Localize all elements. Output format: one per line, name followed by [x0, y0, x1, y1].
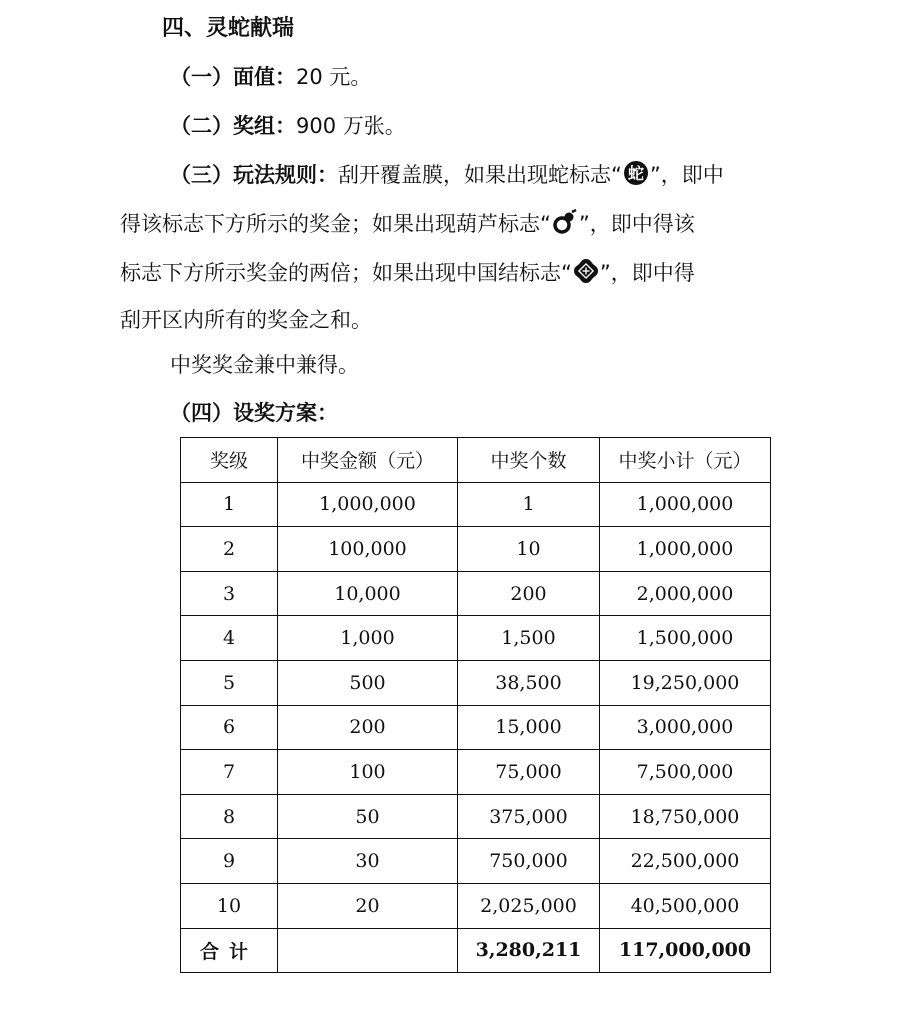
cell-level: 9 — [181, 839, 278, 884]
snake-symbol-icon — [623, 160, 649, 186]
cell-amount: 50 — [278, 794, 458, 839]
table-row — [181, 571, 771, 616]
total-count: 3,280,211 — [458, 928, 600, 973]
cell-level: 6 — [181, 705, 278, 750]
cell-subtotal: 22,500,000 — [600, 839, 771, 884]
cell-count: 375,000 — [458, 794, 600, 839]
cell-level: 3 — [181, 571, 278, 616]
cell-amount: 100,000 — [278, 527, 458, 572]
cumulative-note: 中奖奖金兼中兼得。 — [170, 353, 359, 377]
cell-subtotal: 19,250,000 — [600, 660, 771, 705]
header-prize-subtotal: 中奖小计（元） — [600, 438, 771, 483]
rules-text-2: 得该标志下方所示的奖金；如果出现葫芦标志“ — [120, 212, 551, 236]
rules-label: （三）玩法规则： — [170, 163, 338, 187]
header-prize-level: 奖级 — [181, 438, 278, 483]
table-row — [181, 839, 771, 884]
cell-amount: 200 — [278, 705, 458, 750]
face-value-value: 20 元。 — [296, 65, 372, 89]
table-row — [181, 660, 771, 705]
face-value-label: （一）面值： — [170, 65, 296, 89]
cell-amount: 20 — [278, 883, 458, 928]
table-row — [181, 794, 771, 839]
cell-subtotal: 1,500,000 — [600, 616, 771, 661]
table-row — [181, 750, 771, 795]
cell-count: 75,000 — [458, 750, 600, 795]
cell-level: 1 — [181, 482, 278, 527]
cell-level: 7 — [181, 750, 278, 795]
cell-count: 2,025,000 — [458, 883, 600, 928]
cell-amount: 100 — [278, 750, 458, 795]
rules-line-4: 刮开区内所有的奖金之和。 — [120, 308, 372, 332]
cell-subtotal: 18,750,000 — [600, 794, 771, 839]
cell-level: 4 — [181, 616, 278, 661]
cell-count: 15,000 — [458, 705, 600, 750]
cell-count: 10 — [458, 527, 600, 572]
cell-amount: 1,000,000 — [278, 482, 458, 527]
rules-line-2 — [120, 209, 695, 239]
cell-count: 38,500 — [458, 660, 600, 705]
cell-amount: 30 — [278, 839, 458, 884]
ticket-group-value: 900 万张。 — [296, 114, 406, 138]
rules-text-3-end: ”，即中得 — [599, 261, 695, 285]
cell-level: 10 — [181, 883, 278, 928]
cell-amount: 1,000 — [278, 616, 458, 661]
prize-table-header-row — [181, 438, 771, 483]
cell-count: 1 — [458, 482, 600, 527]
rules-text-3: 标志下方所示奖金的两倍；如果出现中国结标志“ — [120, 261, 572, 285]
chinese-knot-symbol-icon — [573, 258, 599, 284]
rules-text-2-end: ”，即中得该 — [578, 212, 695, 236]
rules-text-1: 刮开覆盖膜，如果出现蛇标志“ — [338, 163, 622, 187]
gourd-symbol-icon — [552, 209, 578, 235]
total-row — [181, 928, 771, 973]
prize-table — [180, 437, 771, 973]
cell-subtotal: 2,000,000 — [600, 571, 771, 616]
snake-symbol-char: 蛇 — [627, 164, 644, 183]
cell-count: 750,000 — [458, 839, 600, 884]
total-subtotal: 117,000,000 — [600, 928, 771, 973]
ticket-group-line — [170, 111, 406, 141]
table-row — [181, 482, 771, 527]
table-row — [181, 616, 771, 661]
total-label: 合计 — [181, 928, 278, 973]
total-amount — [278, 928, 458, 973]
cell-subtotal: 7,500,000 — [600, 750, 771, 795]
cell-level: 2 — [181, 527, 278, 572]
face-value-line — [170, 62, 371, 92]
cell-amount: 10,000 — [278, 571, 458, 616]
section-title: 四、灵蛇献瑞 — [162, 16, 295, 41]
header-prize-count: 中奖个数 — [458, 438, 600, 483]
table-row — [181, 527, 771, 572]
table-row — [181, 883, 771, 928]
cell-count: 1,500 — [458, 616, 600, 661]
cell-subtotal: 1,000,000 — [600, 482, 771, 527]
rules-line-1 — [170, 160, 724, 190]
cell-level: 8 — [181, 794, 278, 839]
cell-level: 5 — [181, 660, 278, 705]
rules-line-3 — [120, 258, 695, 288]
cell-subtotal: 40,500,000 — [600, 883, 771, 928]
cell-subtotal: 3,000,000 — [600, 705, 771, 750]
table-row — [181, 705, 771, 750]
cell-amount: 500 — [278, 660, 458, 705]
ticket-group-label: （二）奖组： — [170, 114, 296, 138]
header-prize-amount: 中奖金额（元） — [278, 438, 458, 483]
prize-plan-label: （四）设奖方案： — [170, 401, 338, 425]
cell-count: 200 — [458, 571, 600, 616]
rules-text-1-end: ”，即中 — [649, 163, 724, 187]
cell-subtotal: 1,000,000 — [600, 527, 771, 572]
